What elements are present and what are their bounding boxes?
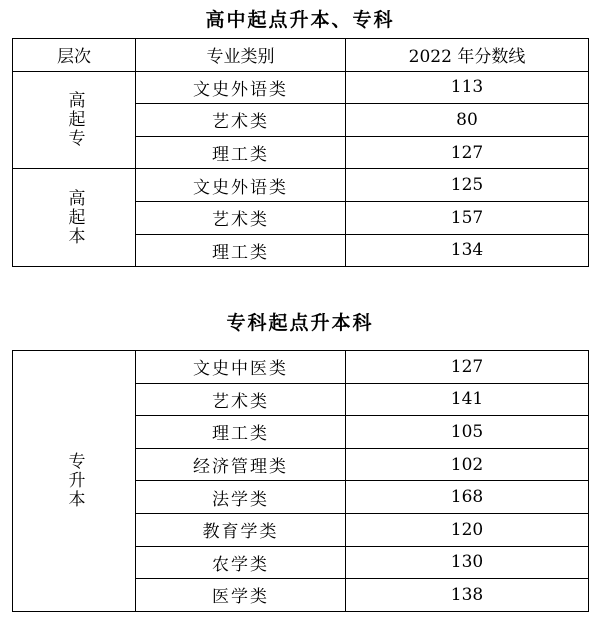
- category-cell: 文史外语类: [136, 169, 346, 202]
- score-cell: 102: [346, 448, 589, 481]
- category-cell: 医学类: [136, 579, 346, 612]
- score-cell: 134: [346, 234, 589, 267]
- category-cell: 理工类: [136, 234, 346, 267]
- score-cell: 157: [346, 201, 589, 234]
- header-score: 2022 年分数线: [346, 39, 589, 72]
- category-cell: 理工类: [136, 416, 346, 449]
- section-1-title: 高中起点升本、专科: [205, 9, 395, 31]
- score-cell: 141: [346, 383, 589, 416]
- level-cell: 高起专: [13, 71, 136, 169]
- score-table-zhuanshengben: [12, 350, 589, 612]
- score-cell: 127: [346, 351, 589, 384]
- score-cell: 125: [346, 169, 589, 202]
- table-row: [13, 71, 589, 104]
- category-cell: 经济管理类: [136, 448, 346, 481]
- category-cell: 艺术类: [136, 383, 346, 416]
- section-2-title: 专科起点升本科: [226, 312, 374, 334]
- table-row: [13, 169, 589, 202]
- header-category: 专业类别: [136, 39, 346, 72]
- category-cell: 理工类: [136, 136, 346, 169]
- score-cell: 127: [346, 136, 589, 169]
- table-row: [13, 351, 589, 384]
- category-cell: 法学类: [136, 481, 346, 514]
- category-cell: 文史外语类: [136, 71, 346, 104]
- level-cell: 专升本: [13, 351, 136, 612]
- category-cell: 教育学类: [136, 513, 346, 546]
- category-cell: 文史中医类: [136, 351, 346, 384]
- category-cell: 艺术类: [136, 104, 346, 137]
- category-cell: 农学类: [136, 546, 346, 579]
- score-cell: 80: [346, 104, 589, 137]
- score-cell: 113: [346, 71, 589, 104]
- category-cell: 艺术类: [136, 201, 346, 234]
- header-row: [13, 39, 589, 72]
- score-cell: 138: [346, 579, 589, 612]
- header-level: 层次: [13, 39, 136, 72]
- score-cell: 120: [346, 513, 589, 546]
- score-cell: 130: [346, 546, 589, 579]
- score-cell: 105: [346, 416, 589, 449]
- level-cell: 高起本: [13, 169, 136, 267]
- score-cell: 168: [346, 481, 589, 514]
- score-table-gaoqi: [12, 38, 589, 267]
